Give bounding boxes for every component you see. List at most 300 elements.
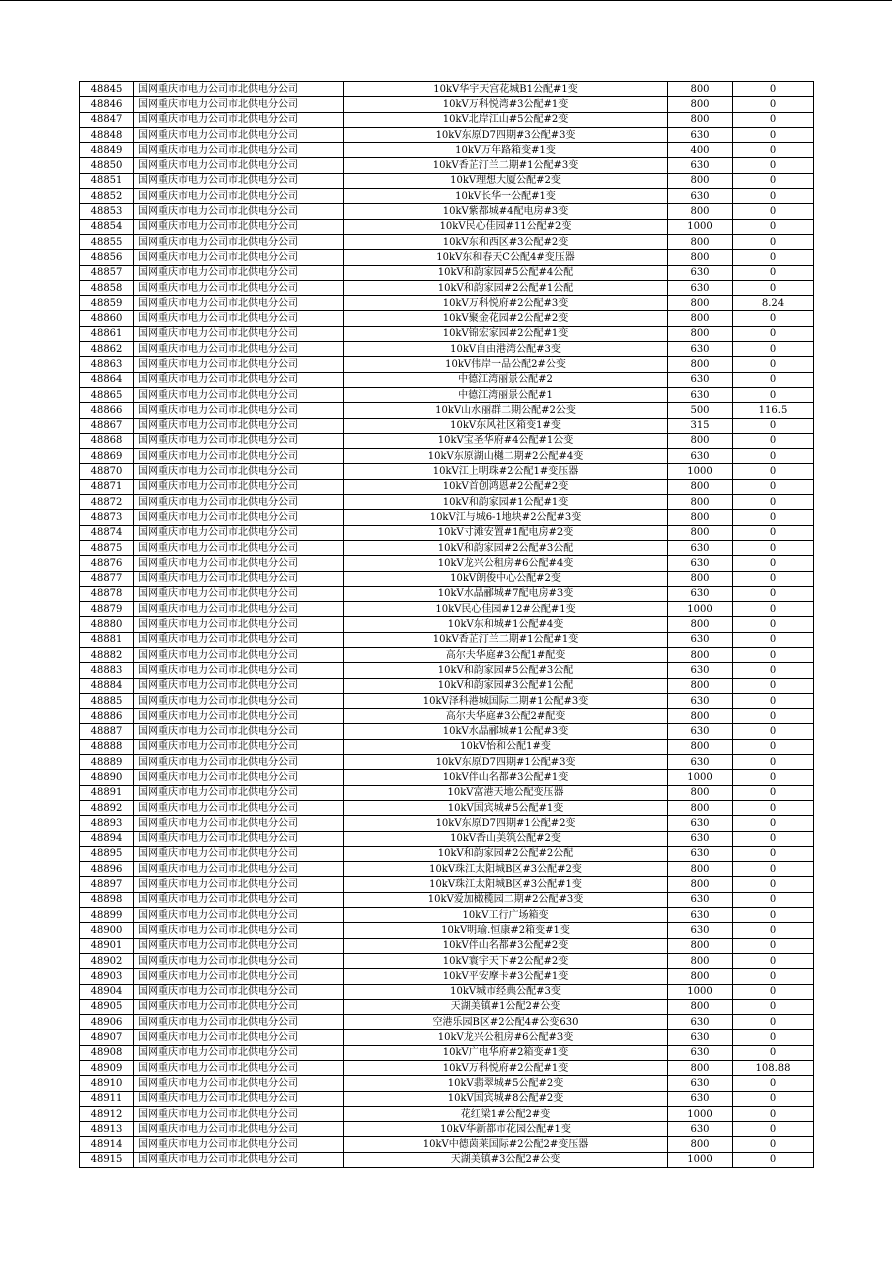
capacity-cell: 630 bbox=[668, 1015, 733, 1030]
table-row bbox=[80, 953, 814, 968]
table-row bbox=[80, 510, 814, 525]
value-cell: 0 bbox=[733, 908, 814, 923]
company-cell: 国网重庆市电力公司市北供电分公司 bbox=[134, 1106, 344, 1121]
company-cell: 国网重庆市电力公司市北供电分公司 bbox=[134, 969, 344, 984]
table-row bbox=[80, 785, 814, 800]
capacity-cell: 630 bbox=[668, 1076, 733, 1091]
row-id-cell: 48913 bbox=[80, 1122, 134, 1137]
company-cell: 国网重庆市电力公司市北供电分公司 bbox=[134, 112, 344, 127]
value-cell: 0 bbox=[733, 877, 814, 892]
capacity-cell: 800 bbox=[668, 525, 733, 540]
capacity-cell: 630 bbox=[668, 387, 733, 402]
capacity-cell: 630 bbox=[668, 280, 733, 295]
transformer-name-cell: 10kV香芷汀兰二期#1公配#1变 bbox=[344, 632, 668, 647]
capacity-cell: 800 bbox=[668, 1061, 733, 1076]
table-row bbox=[80, 663, 814, 678]
table-row bbox=[80, 647, 814, 662]
company-cell: 国网重庆市电力公司市北供电分公司 bbox=[134, 617, 344, 632]
transformer-name-cell: 10kV广电华府#2箱变#1变 bbox=[344, 1045, 668, 1060]
company-cell: 国网重庆市电力公司市北供电分公司 bbox=[134, 326, 344, 341]
capacity-cell: 800 bbox=[668, 999, 733, 1014]
transformer-name-cell: 10kV工行广场箱变 bbox=[344, 908, 668, 923]
table-row bbox=[80, 342, 814, 357]
value-cell: 0 bbox=[733, 219, 814, 234]
company-cell: 国网重庆市电力公司市北供电分公司 bbox=[134, 204, 344, 219]
value-cell: 0 bbox=[733, 449, 814, 464]
transformer-name-cell: 空港乐园B区#2公配4#公变630 bbox=[344, 1015, 668, 1030]
value-cell: 0 bbox=[733, 234, 814, 249]
company-cell: 国网重庆市电力公司市北供电分公司 bbox=[134, 953, 344, 968]
table-row bbox=[80, 418, 814, 433]
row-id-cell: 48848 bbox=[80, 127, 134, 142]
capacity-cell: 800 bbox=[668, 173, 733, 188]
company-cell: 国网重庆市电力公司市北供电分公司 bbox=[134, 1061, 344, 1076]
transformer-name-cell: 中德江湾丽景公配#2 bbox=[344, 372, 668, 387]
capacity-cell: 630 bbox=[668, 831, 733, 846]
company-cell: 国网重庆市电力公司市北供电分公司 bbox=[134, 311, 344, 326]
value-cell: 0 bbox=[733, 632, 814, 647]
capacity-cell: 800 bbox=[668, 709, 733, 724]
capacity-cell: 800 bbox=[668, 296, 733, 311]
company-cell: 国网重庆市电力公司市北供电分公司 bbox=[134, 158, 344, 173]
capacity-cell: 630 bbox=[668, 449, 733, 464]
value-cell: 0 bbox=[733, 647, 814, 662]
transformer-name-cell: 10kV长华一公配#1变 bbox=[344, 189, 668, 204]
company-cell: 国网重庆市电力公司市北供电分公司 bbox=[134, 387, 344, 402]
row-id-cell: 48914 bbox=[80, 1137, 134, 1152]
capacity-cell: 630 bbox=[668, 158, 733, 173]
transformer-name-cell: 10kV山水丽群二期公配#2公变 bbox=[344, 403, 668, 418]
capacity-cell: 1000 bbox=[668, 770, 733, 785]
transformer-name-cell: 10kV北岸江山#5公配#2变 bbox=[344, 112, 668, 127]
row-id-cell: 48880 bbox=[80, 617, 134, 632]
capacity-cell: 630 bbox=[668, 816, 733, 831]
transformer-name-cell: 10kV万科悦府#2公配#3变 bbox=[344, 296, 668, 311]
company-cell: 国网重庆市电力公司市北供电分公司 bbox=[134, 250, 344, 265]
row-id-cell: 48890 bbox=[80, 770, 134, 785]
row-id-cell: 48902 bbox=[80, 953, 134, 968]
value-cell: 0 bbox=[733, 158, 814, 173]
value-cell: 0 bbox=[733, 862, 814, 877]
table-row bbox=[80, 999, 814, 1014]
company-cell: 国网重庆市电力公司市北供电分公司 bbox=[134, 1015, 344, 1030]
value-cell: 0 bbox=[733, 800, 814, 815]
value-cell: 0 bbox=[733, 739, 814, 754]
company-cell: 国网重庆市电力公司市北供电分公司 bbox=[134, 143, 344, 158]
row-id-cell: 48908 bbox=[80, 1045, 134, 1060]
capacity-cell: 630 bbox=[668, 1030, 733, 1045]
table-row bbox=[80, 1061, 814, 1076]
company-cell: 国网重庆市电力公司市北供电分公司 bbox=[134, 892, 344, 907]
transformer-name-cell: 10kV和韵家园#2公配#1公配 bbox=[344, 280, 668, 295]
table-row bbox=[80, 525, 814, 540]
value-cell: 0 bbox=[733, 724, 814, 739]
value-cell: 0 bbox=[733, 189, 814, 204]
company-cell: 国网重庆市电力公司市北供电分公司 bbox=[134, 1030, 344, 1045]
capacity-cell: 1000 bbox=[668, 1152, 733, 1167]
capacity-cell: 800 bbox=[668, 326, 733, 341]
row-id-cell: 48883 bbox=[80, 663, 134, 678]
company-cell: 国网重庆市电力公司市北供电分公司 bbox=[134, 693, 344, 708]
capacity-cell: 1000 bbox=[668, 984, 733, 999]
company-cell: 国网重庆市电力公司市北供电分公司 bbox=[134, 739, 344, 754]
table-row bbox=[80, 556, 814, 571]
company-cell: 国网重庆市电力公司市北供电分公司 bbox=[134, 1076, 344, 1091]
company-cell: 国网重庆市电力公司市北供电分公司 bbox=[134, 1137, 344, 1152]
row-id-cell: 48889 bbox=[80, 755, 134, 770]
company-cell: 国网重庆市电力公司市北供电分公司 bbox=[134, 173, 344, 188]
table-row bbox=[80, 250, 814, 265]
capacity-cell: 800 bbox=[668, 97, 733, 112]
company-cell: 国网重庆市电力公司市北供电分公司 bbox=[134, 280, 344, 295]
company-cell: 国网重庆市电力公司市北供电分公司 bbox=[134, 831, 344, 846]
capacity-cell: 1000 bbox=[668, 1106, 733, 1121]
value-cell: 0 bbox=[733, 831, 814, 846]
capacity-table bbox=[79, 81, 814, 1168]
table-row bbox=[80, 82, 814, 97]
table-row bbox=[80, 862, 814, 877]
capacity-cell: 800 bbox=[668, 617, 733, 632]
transformer-name-cell: 10kV民心佳园#11公配#2变 bbox=[344, 219, 668, 234]
value-cell: 0 bbox=[733, 479, 814, 494]
row-id-cell: 48855 bbox=[80, 234, 134, 249]
row-id-cell: 48895 bbox=[80, 846, 134, 861]
value-cell: 0 bbox=[733, 586, 814, 601]
capacity-cell: 315 bbox=[668, 418, 733, 433]
value-cell: 0 bbox=[733, 127, 814, 142]
table-row bbox=[80, 831, 814, 846]
row-id-cell: 48857 bbox=[80, 265, 134, 280]
transformer-name-cell: 10kV华宇天宫花城B1公配#1变 bbox=[344, 82, 668, 97]
transformer-name-cell: 10kV和韵家园#2公配#3公配 bbox=[344, 540, 668, 555]
row-id-cell: 48911 bbox=[80, 1091, 134, 1106]
table-row bbox=[80, 387, 814, 402]
table-row bbox=[80, 632, 814, 647]
company-cell: 国网重庆市电力公司市北供电分公司 bbox=[134, 433, 344, 448]
value-cell: 0 bbox=[733, 372, 814, 387]
row-id-cell: 48874 bbox=[80, 525, 134, 540]
value-cell: 0 bbox=[733, 280, 814, 295]
capacity-cell: 630 bbox=[668, 1045, 733, 1060]
transformer-name-cell: 中德江湾丽景公配#1 bbox=[344, 387, 668, 402]
value-cell: 0 bbox=[733, 923, 814, 938]
transformer-name-cell: 10kV平安摩卡#3公配#1变 bbox=[344, 969, 668, 984]
table-row bbox=[80, 617, 814, 632]
company-cell: 国网重庆市电力公司市北供电分公司 bbox=[134, 862, 344, 877]
company-cell: 国网重庆市电力公司市北供电分公司 bbox=[134, 265, 344, 280]
company-cell: 国网重庆市电力公司市北供电分公司 bbox=[134, 296, 344, 311]
row-id-cell: 48912 bbox=[80, 1106, 134, 1121]
table-row bbox=[80, 602, 814, 617]
table-row bbox=[80, 755, 814, 770]
value-cell: 116.5 bbox=[733, 403, 814, 418]
row-id-cell: 48896 bbox=[80, 862, 134, 877]
row-id-cell: 48868 bbox=[80, 433, 134, 448]
value-cell: 0 bbox=[733, 495, 814, 510]
table-row bbox=[80, 173, 814, 188]
transformer-name-cell: 10kV自由港湾公配#3变 bbox=[344, 342, 668, 357]
company-cell: 国网重庆市电力公司市北供电分公司 bbox=[134, 908, 344, 923]
table-row bbox=[80, 189, 814, 204]
value-cell: 0 bbox=[733, 250, 814, 265]
company-cell: 国网重庆市电力公司市北供电分公司 bbox=[134, 678, 344, 693]
company-cell: 国网重庆市电力公司市北供电分公司 bbox=[134, 984, 344, 999]
transformer-name-cell: 10kV伟岸一品公配2#公变 bbox=[344, 357, 668, 372]
row-id-cell: 48898 bbox=[80, 892, 134, 907]
capacity-cell: 800 bbox=[668, 862, 733, 877]
table-row bbox=[80, 678, 814, 693]
capacity-cell: 800 bbox=[668, 82, 733, 97]
capacity-cell: 1000 bbox=[668, 602, 733, 617]
value-cell: 8.24 bbox=[733, 296, 814, 311]
table-row bbox=[80, 280, 814, 295]
row-id-cell: 48897 bbox=[80, 877, 134, 892]
transformer-name-cell: 10kV珠江太阳城B区#3公配#1变 bbox=[344, 877, 668, 892]
row-id-cell: 48867 bbox=[80, 418, 134, 433]
table-row bbox=[80, 923, 814, 938]
capacity-cell: 1000 bbox=[668, 219, 733, 234]
value-cell: 0 bbox=[733, 357, 814, 372]
value-cell: 0 bbox=[733, 770, 814, 785]
transformer-name-cell: 10kV怡和公配1#变 bbox=[344, 739, 668, 754]
value-cell: 0 bbox=[733, 1106, 814, 1121]
capacity-cell: 800 bbox=[668, 479, 733, 494]
row-id-cell: 48906 bbox=[80, 1015, 134, 1030]
transformer-name-cell: 10kV伴山名都#3公配#2变 bbox=[344, 938, 668, 953]
company-cell: 国网重庆市电力公司市北供电分公司 bbox=[134, 357, 344, 372]
row-id-cell: 48856 bbox=[80, 250, 134, 265]
capacity-cell: 800 bbox=[668, 204, 733, 219]
row-id-cell: 48866 bbox=[80, 403, 134, 418]
transformer-name-cell: 10kV和韵家园#3公配#1公配 bbox=[344, 678, 668, 693]
transformer-name-cell: 10kV国宾城#8公配#2变 bbox=[344, 1091, 668, 1106]
capacity-cell: 630 bbox=[668, 265, 733, 280]
table-row bbox=[80, 938, 814, 953]
value-cell: 0 bbox=[733, 326, 814, 341]
table-row bbox=[80, 908, 814, 923]
value-cell: 0 bbox=[733, 433, 814, 448]
row-id-cell: 48873 bbox=[80, 510, 134, 525]
capacity-cell: 800 bbox=[668, 571, 733, 586]
transformer-name-cell: 花红梁1#公配2#变 bbox=[344, 1106, 668, 1121]
transformer-name-cell: 10kV明瑜.恒康#2箱变#1变 bbox=[344, 923, 668, 938]
value-cell: 0 bbox=[733, 143, 814, 158]
company-cell: 国网重庆市电力公司市北供电分公司 bbox=[134, 342, 344, 357]
table-body bbox=[80, 82, 814, 1168]
company-cell: 国网重庆市电力公司市北供电分公司 bbox=[134, 510, 344, 525]
value-cell: 0 bbox=[733, 1015, 814, 1030]
capacity-cell: 630 bbox=[668, 663, 733, 678]
row-id-cell: 48862 bbox=[80, 342, 134, 357]
table-row bbox=[80, 1106, 814, 1121]
capacity-cell: 800 bbox=[668, 234, 733, 249]
row-id-cell: 48886 bbox=[80, 709, 134, 724]
transformer-name-cell: 10kV中德茵莱国际#2公配2#变压器 bbox=[344, 1137, 668, 1152]
table-row bbox=[80, 724, 814, 739]
capacity-cell: 630 bbox=[668, 586, 733, 601]
transformer-name-cell: 10kV和韵家园#2公配#2公配 bbox=[344, 846, 668, 861]
value-cell: 0 bbox=[733, 418, 814, 433]
transformer-name-cell: 10kV东原D7四期#3公配#3变 bbox=[344, 127, 668, 142]
page-top-rule bbox=[0, 0, 892, 1]
company-cell: 国网重庆市电力公司市北供电分公司 bbox=[134, 1091, 344, 1106]
value-cell: 0 bbox=[733, 846, 814, 861]
transformer-name-cell: 高尔夫华庭#3公配2#配变 bbox=[344, 709, 668, 724]
transformer-name-cell: 10kV翡翠城#5公配#2变 bbox=[344, 1076, 668, 1091]
row-id-cell: 48845 bbox=[80, 82, 134, 97]
capacity-cell: 800 bbox=[668, 250, 733, 265]
transformer-name-cell: 10kV爱加橄榄园二期#2公配#3变 bbox=[344, 892, 668, 907]
row-id-cell: 48894 bbox=[80, 831, 134, 846]
transformer-name-cell: 10kV万科悦湾#3公配#1变 bbox=[344, 97, 668, 112]
row-id-cell: 48858 bbox=[80, 280, 134, 295]
table-row bbox=[80, 1045, 814, 1060]
company-cell: 国网重庆市电力公司市北供电分公司 bbox=[134, 1122, 344, 1137]
row-id-cell: 48863 bbox=[80, 357, 134, 372]
company-cell: 国网重庆市电力公司市北供电分公司 bbox=[134, 770, 344, 785]
row-id-cell: 48853 bbox=[80, 204, 134, 219]
company-cell: 国网重庆市电力公司市北供电分公司 bbox=[134, 403, 344, 418]
company-cell: 国网重庆市电力公司市北供电分公司 bbox=[134, 418, 344, 433]
row-id-cell: 48869 bbox=[80, 449, 134, 464]
row-id-cell: 48882 bbox=[80, 647, 134, 662]
row-id-cell: 48888 bbox=[80, 739, 134, 754]
capacity-cell: 630 bbox=[668, 127, 733, 142]
table-row bbox=[80, 127, 814, 142]
transformer-name-cell: 10kV东风社区箱变1#变 bbox=[344, 418, 668, 433]
company-cell: 国网重庆市电力公司市北供电分公司 bbox=[134, 540, 344, 555]
value-cell: 0 bbox=[733, 97, 814, 112]
row-id-cell: 48899 bbox=[80, 908, 134, 923]
value-cell: 0 bbox=[733, 892, 814, 907]
value-cell: 0 bbox=[733, 816, 814, 831]
row-id-cell: 48910 bbox=[80, 1076, 134, 1091]
value-cell: 0 bbox=[733, 693, 814, 708]
table-row bbox=[80, 479, 814, 494]
value-cell: 0 bbox=[733, 342, 814, 357]
row-id-cell: 48909 bbox=[80, 1061, 134, 1076]
capacity-cell: 1000 bbox=[668, 464, 733, 479]
row-id-cell: 48865 bbox=[80, 387, 134, 402]
row-id-cell: 48887 bbox=[80, 724, 134, 739]
table-row bbox=[80, 969, 814, 984]
value-cell: 0 bbox=[733, 556, 814, 571]
company-cell: 国网重庆市电力公司市北供电分公司 bbox=[134, 1152, 344, 1167]
company-cell: 国网重庆市电力公司市北供电分公司 bbox=[134, 755, 344, 770]
table-row bbox=[80, 97, 814, 112]
capacity-cell: 800 bbox=[668, 433, 733, 448]
company-cell: 国网重庆市电力公司市北供电分公司 bbox=[134, 938, 344, 953]
capacity-cell: 630 bbox=[668, 632, 733, 647]
value-cell: 0 bbox=[733, 571, 814, 586]
capacity-cell: 800 bbox=[668, 785, 733, 800]
value-cell: 0 bbox=[733, 387, 814, 402]
table-row bbox=[80, 1091, 814, 1106]
transformer-name-cell: 10kV江与城6-1地块#2公配#3变 bbox=[344, 510, 668, 525]
transformer-name-cell: 10kV东原D7四期#1公配#2变 bbox=[344, 816, 668, 831]
value-cell: 0 bbox=[733, 204, 814, 219]
row-id-cell: 48885 bbox=[80, 693, 134, 708]
transformer-name-cell: 10kV龙兴公租房#6公配#3变 bbox=[344, 1030, 668, 1045]
company-cell: 国网重庆市电力公司市北供电分公司 bbox=[134, 189, 344, 204]
row-id-cell: 48846 bbox=[80, 97, 134, 112]
table-row bbox=[80, 326, 814, 341]
transformer-name-cell: 10kV国宾城#5公配#1变 bbox=[344, 800, 668, 815]
value-cell: 0 bbox=[733, 265, 814, 280]
transformer-name-cell: 10kV紫都城#4配电房#3变 bbox=[344, 204, 668, 219]
company-cell: 国网重庆市电力公司市北供电分公司 bbox=[134, 571, 344, 586]
transformer-name-cell: 10kV和韵家园#5公配#4公配 bbox=[344, 265, 668, 280]
company-cell: 国网重庆市电力公司市北供电分公司 bbox=[134, 923, 344, 938]
capacity-cell: 630 bbox=[668, 372, 733, 387]
capacity-cell: 630 bbox=[668, 846, 733, 861]
table-row bbox=[80, 204, 814, 219]
company-cell: 国网重庆市电力公司市北供电分公司 bbox=[134, 372, 344, 387]
value-cell: 108.88 bbox=[733, 1061, 814, 1076]
capacity-cell: 630 bbox=[668, 724, 733, 739]
value-cell: 0 bbox=[733, 999, 814, 1014]
company-cell: 国网重庆市电力公司市北供电分公司 bbox=[134, 709, 344, 724]
value-cell: 0 bbox=[733, 602, 814, 617]
table-row bbox=[80, 846, 814, 861]
row-id-cell: 48879 bbox=[80, 602, 134, 617]
row-id-cell: 48904 bbox=[80, 984, 134, 999]
row-id-cell: 48872 bbox=[80, 495, 134, 510]
table-row bbox=[80, 1137, 814, 1152]
capacity-cell: 800 bbox=[668, 510, 733, 525]
capacity-cell: 800 bbox=[668, 495, 733, 510]
transformer-name-cell: 高尔夫华庭#3公配1#配变 bbox=[344, 647, 668, 662]
company-cell: 国网重庆市电力公司市北供电分公司 bbox=[134, 479, 344, 494]
value-cell: 0 bbox=[733, 1122, 814, 1137]
transformer-name-cell: 10kV和韵家园#5公配#3公配 bbox=[344, 663, 668, 678]
value-cell: 0 bbox=[733, 785, 814, 800]
table-row bbox=[80, 296, 814, 311]
row-id-cell: 48871 bbox=[80, 479, 134, 494]
company-cell: 国网重庆市电力公司市北供电分公司 bbox=[134, 127, 344, 142]
company-cell: 国网重庆市电力公司市北供电分公司 bbox=[134, 663, 344, 678]
row-id-cell: 48901 bbox=[80, 938, 134, 953]
company-cell: 国网重庆市电力公司市北供电分公司 bbox=[134, 449, 344, 464]
transformer-name-cell: 10kV万年路箱变#1变 bbox=[344, 143, 668, 158]
capacity-cell: 630 bbox=[668, 755, 733, 770]
company-cell: 国网重庆市电力公司市北供电分公司 bbox=[134, 586, 344, 601]
row-id-cell: 48881 bbox=[80, 632, 134, 647]
transformer-name-cell: 10kV龙兴公租房#6公配#4变 bbox=[344, 556, 668, 571]
row-id-cell: 48859 bbox=[80, 296, 134, 311]
company-cell: 国网重庆市电力公司市北供电分公司 bbox=[134, 495, 344, 510]
row-id-cell: 48877 bbox=[80, 571, 134, 586]
table-row bbox=[80, 709, 814, 724]
row-id-cell: 48864 bbox=[80, 372, 134, 387]
transformer-name-cell: 天湖美镇#3公配2#公变 bbox=[344, 1152, 668, 1167]
value-cell: 0 bbox=[733, 1076, 814, 1091]
table-row bbox=[80, 693, 814, 708]
capacity-cell: 630 bbox=[668, 693, 733, 708]
transformer-name-cell: 10kV东和西区#3公配#2变 bbox=[344, 234, 668, 249]
company-cell: 国网重庆市电力公司市北供电分公司 bbox=[134, 647, 344, 662]
table-row bbox=[80, 464, 814, 479]
row-id-cell: 48860 bbox=[80, 311, 134, 326]
table-row bbox=[80, 770, 814, 785]
row-id-cell: 48892 bbox=[80, 800, 134, 815]
company-cell: 国网重庆市电力公司市北供电分公司 bbox=[134, 602, 344, 617]
transformer-name-cell: 10kV民心佳园#12#公配#1变 bbox=[344, 602, 668, 617]
value-cell: 0 bbox=[733, 755, 814, 770]
capacity-cell: 800 bbox=[668, 647, 733, 662]
value-cell: 0 bbox=[733, 525, 814, 540]
transformer-name-cell: 10kV富港天地公配变压器 bbox=[344, 785, 668, 800]
